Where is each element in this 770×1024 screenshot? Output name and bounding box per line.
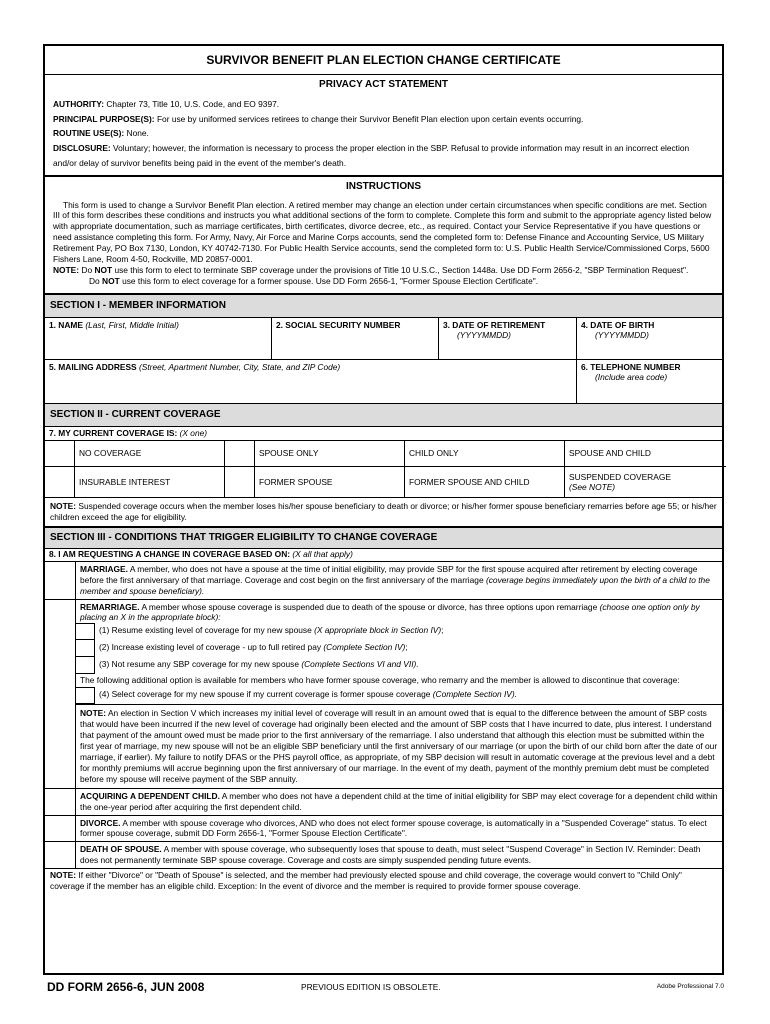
option-3-hint: (Complete Sections VI and VII). <box>301 659 419 670</box>
checkbox-option-3[interactable] <box>75 657 95 674</box>
authority-line <box>53 97 714 112</box>
option-suspended-hint: (See NOTE) <box>569 481 616 492</box>
checkbox-spouse-only[interactable] <box>225 441 255 467</box>
option-child-only-cell[interactable] <box>405 441 565 467</box>
instructions-heading: INSTRUCTIONS <box>346 180 421 192</box>
q8-label: 8. I AM REQUESTING A CHANGE IN COVERAGE BASED ON: <box>49 548 291 559</box>
remarriage-content <box>76 600 722 788</box>
marriage-text-block <box>76 562 722 599</box>
marriage-block <box>45 562 722 600</box>
option-insurable-interest: INSURABLE INTEREST <box>75 467 225 497</box>
previous-edition-notice: PREVIOUS EDITION IS OBSOLETE. <box>301 982 441 992</box>
remarriage-note-text: An election in Section V which increases my initial level of coverage will result in an amount owed that is equal to the difference between the amount of SBP costs that would have been incurred if the new level of coverage had originally been elected and the amount of SBP costs that I have incurred to date, plus interest. I understand that payment of the amount owed must be made prior to the first anniversary of the remarriage. I also understand that although this election must be submitted within the first year of marriage, my new spouse will not be an eligible SBP beneficiary until the first anniversary of our marriage (or upon the birth of our child born after the date of our marriage, if earlier). My failure to notify DFAS or the PHS payroll office, as appropriate, of my SBP decision will result in automatic coverage at the previous level and a debt for monthly premiums will accrue beginning upon the first anniversary of our marriage. In the event of my death, payment of the monthly premium debt must be completed before my spouse will receive payment of the SBP annuity. <box>80 708 718 784</box>
option-child-only: CHILD ONLY <box>409 448 459 459</box>
privacy-heading: PRIVACY ACT STATEMENT <box>319 79 448 90</box>
routine-label: ROUTINE USE(S): <box>53 128 125 139</box>
name-label: 1. NAME <box>49 319 83 330</box>
remarriage-block <box>45 600 722 789</box>
section-3-heading: SECTION III - CONDITIONS THAT TRIGGER ELIGIBILITY TO CHANGE COVERAGE <box>45 528 722 549</box>
note-do: Do <box>81 265 93 276</box>
retirement-date-field[interactable] <box>438 318 576 359</box>
checkbox-former-spouse[interactable] <box>225 467 255 497</box>
remarriage-note <box>76 704 722 787</box>
option-4-hint: (Complete Section IV). <box>432 689 517 700</box>
q8-row <box>45 549 722 562</box>
note-1-text: use this form to elect to terminate SBP coverage under the provisions of Title 10 U.S.C., Section 1448a. Use DD Form 2656-2, "SBP Termination Request". <box>114 265 689 276</box>
routine-line <box>53 126 714 141</box>
option-former-spouse-and-child-cell[interactable] <box>405 467 565 497</box>
telephone-field[interactable] <box>576 360 722 403</box>
remarriage-hint: (choose one option only by placing an X in the appropriate block): <box>80 601 700 623</box>
purpose-label: PRINCIPAL PURPOSE(S): <box>53 113 155 124</box>
death-text: A member with spouse coverage, who subsequently loses that spouse to death, must select "Suspend Coverage" in Section IV. Reminder: Death does not permanently terminate SBP spouse coverage. Coverage and costs are simply suspended pending future events. <box>80 844 701 866</box>
remarriage-option-3 <box>76 657 722 674</box>
name-hint: (Last, First, Middle Initial) <box>85 319 179 330</box>
note-label: NOTE: <box>80 708 107 719</box>
q8-hint: (X all that apply) <box>292 548 353 559</box>
death-of-spouse-block <box>45 842 722 869</box>
option-2-end: ; <box>405 642 408 653</box>
section-1-row-2 <box>45 360 722 404</box>
section-3-final-note <box>45 869 722 893</box>
note-not: NOT <box>94 265 113 276</box>
remarriage-option-2 <box>76 640 722 657</box>
option-1-text <box>95 623 447 640</box>
footer <box>43 978 724 998</box>
dependent-child-block <box>45 789 722 816</box>
coverage-options <box>45 441 722 498</box>
option-3-label: (3) Not resume any SBP coverage for my new spouse <box>99 659 300 670</box>
option-2-label: (2) Increase existing level of coverage - up to full retired pay <box>99 642 322 653</box>
ssn-label: 2. SOCIAL SECURITY NUMBER <box>276 319 401 330</box>
dependent-label: ACQUIRING A DEPENDENT CHILD. <box>80 790 220 801</box>
form-id: DD FORM 2656-6, JUN 2008 <box>47 980 205 994</box>
section-2-note-text: Suspended coverage occurs when the member loses his/her spouse beneficiary to death or divorce; or his/her former spouse beneficiary remarries before age 55; or his/her children exceed the age for eligibility. <box>50 500 717 522</box>
dependent-text: A member who does not have a dependent child at the time of initial eligibility for SBP may elect coverage for a dependent child within the one-year period after acquiring the first dependent child. <box>80 790 718 812</box>
name-field[interactable] <box>45 318 271 359</box>
checkbox-option-2[interactable] <box>75 640 95 657</box>
privacy-act-statement <box>45 75 722 177</box>
q7-row <box>45 427 722 441</box>
checkbox-insurable-interest[interactable] <box>45 467 75 497</box>
note-not: NOT <box>102 275 120 286</box>
option-former-spouse: FORMER SPOUSE <box>255 467 405 497</box>
marriage-label: MARRIAGE. <box>80 563 128 574</box>
section-2-heading: SECTION II - CURRENT COVERAGE <box>45 404 722 427</box>
checkbox-no-coverage[interactable] <box>45 441 75 467</box>
retirement-hint: (YYYYMMDD) <box>457 330 511 341</box>
instructions-body: This form is used to change a Survivor Benefit Plan election. A retired member may change an election under certain circumstances when specific conditions are met. Section III of this form describes these conditions and instructs you what additional sections of the form to complete. Complete this form and submit to the appropriate agency listed below with appropriate documentation, such as marriage certificates, birth certificates, divorce decree, etc., as required. Contact your Service Representative if you have questions or need assistance completing this form. For Army, Navy, Air Force and Marine Corps accounts, send the completed form to: Defense Finance and Accounting Service, US Military Retirement Pay, PO Box 7130, London, KY 40742-7130. For Public Health Service accounts, send the completed form to: U.S. Public Health Service/Commissioned Corps, 5600 Fishers Lane, Room 4-50, Rockville, MD 20857-0001. <box>53 199 712 265</box>
option-4-label: (4) Select coverage for my new spouse if my current coverage is former spouse coverage <box>99 689 431 700</box>
checkbox-dependent-child[interactable] <box>45 789 76 815</box>
instructions-note-2 <box>53 276 714 287</box>
disclosure-label: DISCLOSURE: <box>53 143 111 154</box>
disclosure-text: Voluntary; however, the information is necessary to process the proper election in the SBP. Refusal to provide information may result in an incorrect election and/or delay of survivor benefits being paid in the event of the member's death. <box>53 143 690 168</box>
checkbox-remarriage[interactable] <box>45 600 76 788</box>
form-title: SURVIVOR BENEFIT PLAN ELECTION CHANGE CERTIFICATE <box>45 46 722 75</box>
remarriage-text-block <box>76 600 722 624</box>
divorce-text-block <box>76 816 722 842</box>
checkbox-death-of-spouse[interactable] <box>45 842 76 868</box>
option-spouse-and-child-cell[interactable] <box>565 441 726 467</box>
option-3-text <box>95 657 423 674</box>
divorce-label: DIVORCE. <box>80 817 121 828</box>
option-spouse-only: SPOUSE ONLY <box>255 441 405 467</box>
note-do: Do <box>89 275 100 286</box>
death-text-block <box>76 842 722 868</box>
software-label: Adobe Professional 7.0 <box>656 983 724 990</box>
checkbox-divorce[interactable] <box>45 816 76 842</box>
section-2-note <box>45 498 722 528</box>
q8-label-cell <box>45 549 357 561</box>
phone-label: 6. TELEPHONE NUMBER <box>581 361 681 372</box>
option-2-text <box>95 640 412 657</box>
routine-text: None. <box>126 128 149 139</box>
option-1-label: (1) Resume existing level of coverage for my new spouse <box>99 625 312 636</box>
dependent-text-block <box>76 789 722 815</box>
purpose-text: For use by uniformed services retirees to change their Survivor Benefit Plan election upon certain events occurring. <box>156 113 584 124</box>
option-1-hint: (X appropriate block in Section IV) <box>314 625 442 636</box>
note-2-text: use this form to elect coverage for a former spouse. Use DD Form 2656-1, "Former Spouse Election Certificate". <box>122 275 539 286</box>
instructions-note-1 <box>53 265 714 276</box>
section-1-heading: SECTION I - MEMBER INFORMATION <box>45 295 722 318</box>
birth-hint: (YYYYMMDD) <box>595 330 649 341</box>
note-label: NOTE: <box>50 500 77 511</box>
final-note-text: If either "Divorce" or "Death of Spouse" is selected, and the member had previously elected spouse and child coverage, the coverage would convert to "Child Only" coverage if the member has an eligible child. Exception: In the event of divorce and the member is required to provide former spouse coverage. <box>50 870 682 892</box>
retirement-label: 3. DATE OF RETIREMENT <box>443 319 546 330</box>
divorce-text: A member with spouse coverage who divorces, AND who does not elect former spouse coverage, is automatically in a "Suspended Coverage" status. To elect former spouse coverage, submit DD Form 2656-1, "Former Spouse Election Certificate". <box>80 817 707 839</box>
address-label: 5. MAILING ADDRESS <box>49 361 137 372</box>
divorce-block <box>45 816 722 843</box>
note-label: NOTE: <box>50 870 77 881</box>
option-former-spouse-and-child: FORMER SPOUSE AND CHILD <box>409 476 530 487</box>
purpose-line <box>53 112 714 127</box>
q7-label: 7. MY CURRENT COVERAGE IS: <box>49 427 178 438</box>
remarriage-label: REMARRIAGE. <box>80 601 140 612</box>
birth-label: 4. DATE OF BIRTH <box>581 319 655 330</box>
sbp-form <box>43 44 724 975</box>
option-suspended-cell[interactable] <box>565 467 726 497</box>
option-suspended: SUSPENDED COVERAGE <box>569 471 671 482</box>
marriage-text: A member, who does not have a spouse at the time of initial eligibility, may provide SBP for the first spouse acquired after retirement by electing coverage before the first anniversary of that marriage. Coverage and cost begin on the first anniversary of the marriage <box>80 563 698 585</box>
note-label: NOTE: <box>53 265 80 276</box>
remarriage-option-1 <box>76 623 722 640</box>
disclosure-line <box>53 141 714 170</box>
section-1-row-1 <box>45 318 722 360</box>
instructions <box>45 177 722 295</box>
authority-label: AUTHORITY: <box>53 99 105 109</box>
remarriage-text: A member whose spouse coverage is suspended due to death of the spouse or divorce, has three options upon remarriage <box>141 601 598 612</box>
birth-date-field[interactable] <box>576 318 722 359</box>
checkbox-option-4[interactable] <box>75 687 95 704</box>
option-spouse-and-child: SPOUSE AND CHILD <box>569 448 651 459</box>
option-2-hint: (Complete Section IV) <box>323 642 406 653</box>
ssn-field[interactable] <box>271 318 438 359</box>
option-1-end: ; <box>441 625 444 636</box>
checkbox-marriage[interactable] <box>45 562 76 599</box>
following-text: The following additional option is available for members who have former spouse coverage, who remarry and the member is allowed to discontinue that coverage: <box>80 675 680 686</box>
option-no-coverage: NO COVERAGE <box>75 441 225 467</box>
mailing-address-field[interactable] <box>45 360 576 403</box>
q7-label-cell <box>45 427 211 440</box>
address-hint: (Street, Apartment Number, City, State, and ZIP Code) <box>138 361 341 372</box>
authority-text: Chapter 73, Title 10, U.S. Code, and EO 9397. <box>106 99 280 109</box>
remarriage-option-4 <box>76 687 722 704</box>
death-label: DEATH OF SPOUSE. <box>80 844 162 855</box>
option-4-text <box>95 687 521 704</box>
q7-hint: (X one) <box>179 427 208 438</box>
phone-hint: (Include area code) <box>595 372 668 383</box>
marriage-hint: (coverage begins immediately upon the birth of a child to the member and spouse beneficiary). <box>80 574 710 596</box>
checkbox-option-1[interactable] <box>75 623 95 640</box>
